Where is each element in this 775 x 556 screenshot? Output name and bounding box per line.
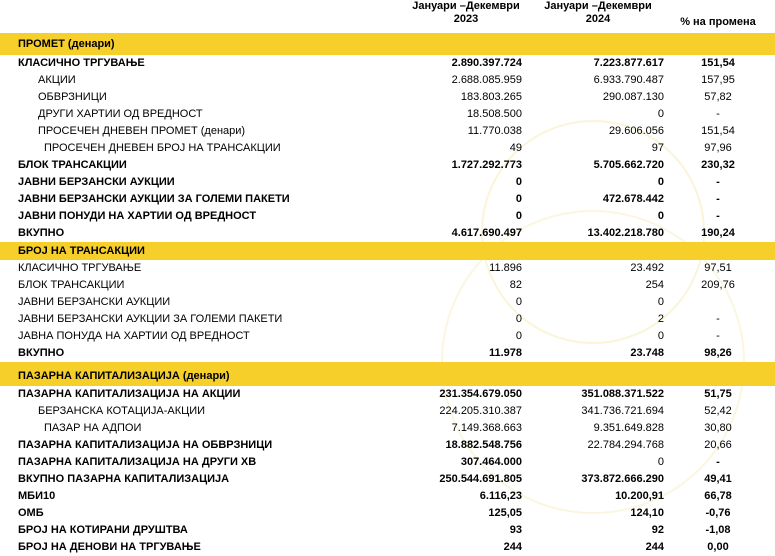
value-2024: 373.872.666.290	[581, 473, 664, 485]
value-2024: 0	[657, 176, 664, 188]
row-label: АКЦИИ	[38, 74, 76, 86]
value-2023: 0	[515, 193, 522, 205]
table-row	[0, 277, 775, 294]
value-2023: 244	[503, 541, 522, 553]
value-2023: 7.149.368.663	[451, 422, 522, 434]
value-pct: -	[716, 313, 720, 325]
row-label: ВКУПНО ПАЗАРНА КАПИТАЛИЗАЦИЈА	[18, 473, 230, 485]
table-row	[0, 72, 775, 89]
value-2024: 5.705.662.720	[593, 159, 664, 171]
value-2024: 0	[657, 296, 664, 308]
value-2024: 290.087.130	[602, 91, 664, 103]
value-2023: 11.978	[488, 347, 522, 359]
row-label: ВКУПНО	[18, 227, 65, 239]
value-2024: 0	[657, 210, 664, 222]
value-pct: 151,54	[701, 57, 735, 69]
value-2024: 97	[651, 142, 664, 154]
table-row	[0, 420, 775, 437]
row-label: ЈАВНИ ПОНУДИ НА ХАРТИИ ОД ВРЕДНОСТ	[18, 210, 257, 222]
table-row	[0, 437, 775, 454]
table-row	[0, 157, 775, 174]
row-label: ПАЗАРНА КАПИТАЛИЗАЦИЈА НА ДРУГИ ХВ	[18, 456, 257, 468]
header-2024-year: 2024	[585, 13, 611, 25]
section-title: БРОЈ НА ТРАНСАКЦИИ	[18, 245, 145, 257]
row-label: ПАЗАРНА КАПИТАЛИЗАЦИЈА НА АКЦИИ	[18, 388, 241, 400]
value-pct: 190,24	[701, 227, 735, 239]
value-2023: 125,05	[488, 507, 522, 519]
table-row	[0, 208, 775, 225]
row-label: БЛОК ТРАНСАКЦИИ	[18, 279, 125, 291]
value-2023: 2.890.397.724	[451, 57, 522, 69]
value-2023: 0	[515, 176, 522, 188]
table-row	[0, 174, 775, 191]
header-pct-change: % на промена	[680, 16, 756, 28]
value-2023: 18.508.500	[466, 108, 522, 120]
section-market-cap	[0, 362, 775, 386]
value-pct: 97,51	[704, 262, 732, 274]
value-pct: 30,80	[704, 422, 732, 434]
value-2024: 0	[657, 456, 664, 468]
value-2024: 29.606.056	[608, 125, 664, 137]
value-pct: 151,54	[701, 125, 735, 137]
value-pct: 57,82	[704, 91, 732, 103]
value-pct: -	[716, 176, 720, 188]
row-label: ОБВРЗНИЦИ	[38, 91, 107, 103]
value-2023: 250.544.691.805	[439, 473, 522, 485]
value-2023: 11.770.038	[467, 125, 522, 137]
table-row	[0, 505, 775, 522]
value-pct: 51,75	[704, 388, 732, 400]
value-2024: 7.223.877.617	[593, 57, 664, 69]
table-row	[0, 55, 775, 72]
row-label: МБИ10	[18, 490, 56, 502]
header-2023-period: Јануари –Декември	[412, 0, 520, 12]
value-2024: 124,10	[630, 507, 664, 519]
value-2023: 4.617.690.497	[451, 227, 522, 239]
row-label: БРОЈ НА ДЕНОВИ НА ТРГУВАЊЕ	[18, 541, 201, 553]
value-pct: 98,26	[704, 347, 732, 359]
row-label: ОМБ	[18, 507, 44, 519]
table-row	[0, 294, 775, 311]
table-row-total	[0, 345, 775, 362]
table-row	[0, 140, 775, 157]
table-row	[0, 403, 775, 420]
value-2023: 1.727.292.773	[451, 159, 522, 171]
statistics-table	[0, 33, 775, 556]
row-label: КЛАСИЧНО ТРГУВАЊЕ	[18, 57, 145, 69]
table-row	[0, 191, 775, 208]
value-2024: 472.678.442	[602, 193, 664, 205]
value-pct: 20,66	[704, 439, 732, 451]
value-pct: 49,41	[704, 473, 732, 485]
row-label: ПАЗАРНА КАПИТАЛИЗАЦИЈА НА ОБВРЗНИЦИ	[18, 439, 273, 451]
table-row	[0, 328, 775, 345]
value-pct: 157,95	[701, 74, 735, 86]
value-2024: 0	[657, 330, 664, 342]
table-row-total	[0, 471, 775, 488]
value-2024: 9.351.649.828	[593, 422, 664, 434]
table-header	[0, 0, 775, 34]
table-row	[0, 106, 775, 123]
value-2024: 22.784.294.768	[587, 439, 664, 451]
row-label: ЈАВНИ БЕРЗАНСКИ АУКЦИИ ЗА ГОЛЕМИ ПАКЕТИ	[18, 193, 290, 205]
value-pct: -	[716, 108, 720, 120]
value-2024: 244	[645, 541, 664, 553]
value-2024: 23.748	[630, 347, 664, 359]
value-pct: -	[716, 210, 720, 222]
value-2024: 23.492	[630, 262, 664, 274]
value-2024: 92	[651, 524, 664, 536]
row-label: ПРОСЕЧЕН ДНЕВЕН ПРОМЕТ (денари)	[38, 125, 246, 137]
value-pct: 230,32	[701, 159, 735, 171]
row-label: ЈАВНИ БЕРЗАНСКИ АУКЦИИ ЗА ГОЛЕМИ ПАКЕТИ	[18, 313, 283, 325]
header-2023-year: 2023	[453, 13, 479, 25]
value-pct: 52,42	[704, 405, 732, 417]
row-label: ЈАВНИ БЕРЗАНСКИ АУКЦИИ	[18, 296, 171, 308]
table-row	[0, 386, 775, 403]
value-pct: 209,76	[701, 279, 735, 291]
row-label: БЛОК ТРАНСАКЦИИ	[18, 159, 127, 171]
section-transactions	[0, 242, 775, 260]
value-2023: 0	[515, 296, 522, 308]
row-label: ЈАВНА ПОНУДА НА ХАРТИИ ОД ВРЕДНОСТ	[18, 330, 250, 342]
row-label: ПАЗАР НА АДПОИ	[44, 422, 142, 434]
value-2024: 0	[657, 108, 664, 120]
table-row	[0, 488, 775, 505]
row-label: КЛАСИЧНО ТРГУВАЊЕ	[18, 262, 142, 274]
row-label: БЕРЗАНСКА КОТАЦИЈА-АКЦИИ	[38, 405, 206, 417]
value-2023: 0	[515, 210, 522, 222]
value-pct: 97,96	[704, 142, 732, 154]
value-2024: 254	[645, 279, 664, 291]
value-2023: 18.882.548.756	[445, 439, 522, 451]
section-title: ПРОМЕТ (денари)	[18, 38, 115, 50]
table-row	[0, 522, 775, 539]
header-2024-period: Јануари –Декември	[544, 0, 652, 12]
value-pct: 0,00	[707, 541, 729, 553]
header-2023	[396, 0, 536, 26]
table-row	[0, 89, 775, 106]
value-2024: 2	[657, 313, 664, 325]
value-pct: -	[716, 330, 720, 342]
table-row	[0, 454, 775, 471]
table-row	[0, 260, 775, 277]
value-2023: 0	[515, 330, 522, 342]
value-2023: 307.464.000	[460, 456, 522, 468]
section-turnover	[0, 33, 775, 55]
row-label: БРОЈ НА КОТИРАНИ ДРУШТВА	[18, 524, 188, 536]
value-2024: 13.402.218.780	[587, 227, 664, 239]
value-2023: 93	[509, 524, 522, 536]
value-2023: 224.205.310.387	[439, 405, 522, 417]
value-2024: 6.933.790.487	[593, 74, 664, 86]
value-2024: 341.736.721.694	[581, 405, 664, 417]
value-2024: 10.200,91	[615, 490, 664, 502]
value-pct: -	[716, 193, 720, 205]
table-row	[0, 311, 775, 328]
value-pct: -	[716, 456, 720, 468]
value-2023: 2.688.085.959	[451, 74, 522, 86]
row-label: ВКУПНО	[18, 347, 65, 359]
value-2023: 0	[515, 313, 522, 325]
value-pct: -1,08	[705, 524, 731, 536]
row-label: ДРУГИ ХАРТИИ ОД ВРЕДНОСТ	[38, 108, 203, 120]
value-2023: 231.354.679.050	[439, 388, 522, 400]
value-2023: 6.116,23	[479, 490, 522, 502]
value-2023: 183.803.265	[460, 91, 522, 103]
section-title: ПАЗАРНА КАПИТАЛИЗАЦИЈА (денари)	[18, 370, 230, 382]
table-row	[0, 123, 775, 140]
table-row-total	[0, 225, 775, 242]
value-2023: 82	[509, 279, 522, 291]
value-2023: 49	[509, 142, 522, 154]
value-pct: -0,76	[705, 507, 731, 519]
row-label: ПРОСЕЧЕН ДНЕВЕН БРОЈ НА ТРАНСАКЦИИ	[44, 142, 281, 154]
value-2024: 351.088.371.522	[581, 388, 664, 400]
value-2023: 11.896	[489, 262, 522, 274]
value-pct: 66,78	[704, 490, 732, 502]
row-label: ЈАВНИ БЕРЗАНСКИ АУКЦИИ	[18, 176, 175, 188]
header-2024	[528, 0, 668, 26]
